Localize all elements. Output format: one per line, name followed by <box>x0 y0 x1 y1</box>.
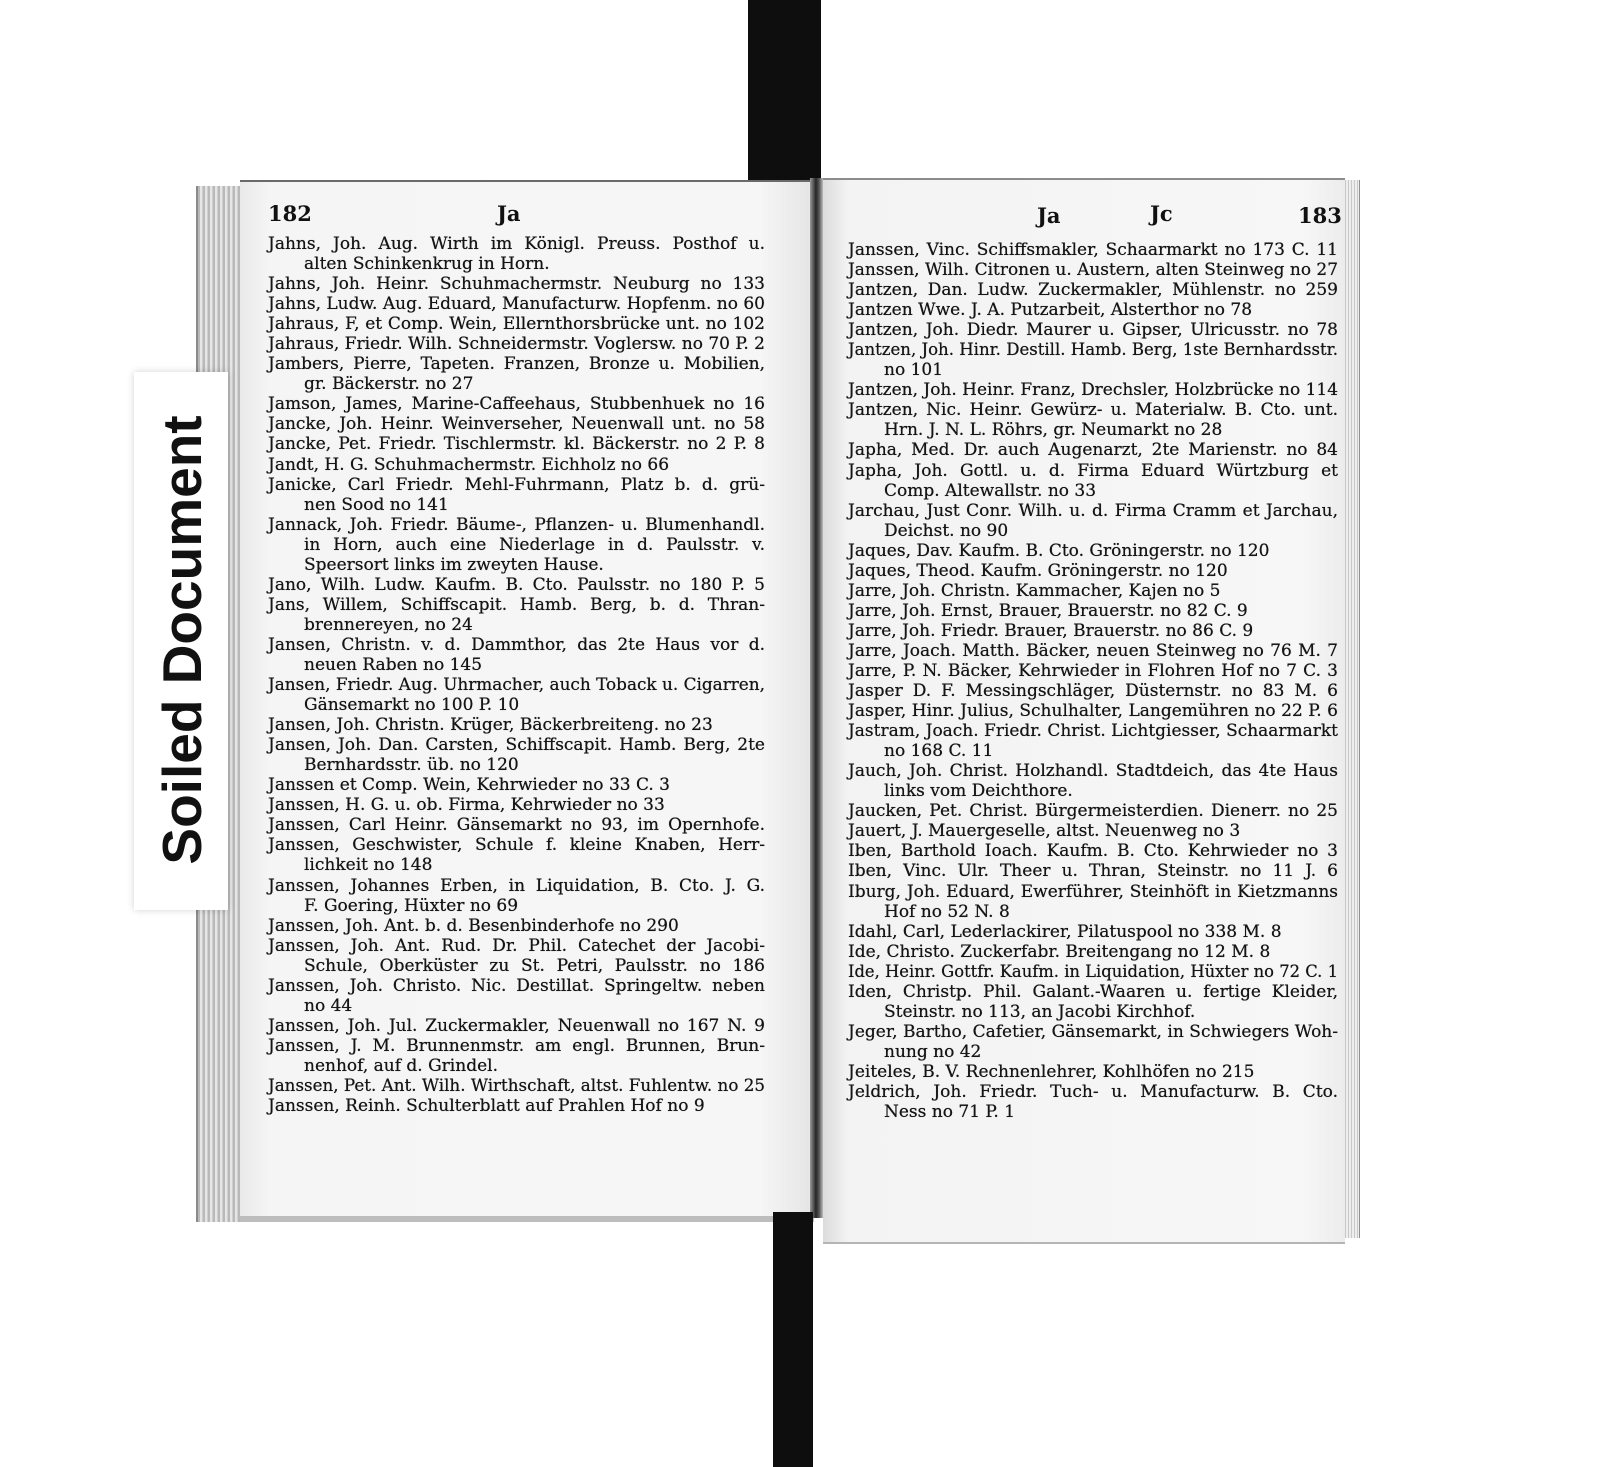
entry-continuation: lichkeit no 148 <box>304 855 433 876</box>
soiled-document-label: Soiled Document <box>151 415 213 865</box>
entry-line: Jarre, Joh. Friedr. Brauer, Brauerstr. no 86 C. 9 <box>848 620 1254 641</box>
entry-continuation: Gänsemarkt no 100 P. 10 <box>304 695 520 716</box>
entry-line: Janssen, Vinc. Schiffsmakler, Schaarmarkt no 173 C. 11 <box>848 240 1338 260</box>
entry-line: Jantzen, Nic. Heinr. Gewürz- u. Materialw. B. Cto. unt. <box>848 400 1338 421</box>
entry-continuation: Ness no 71 P. 1 <box>884 1102 1016 1123</box>
entry-continuation: nen Sood no 141 <box>304 494 449 515</box>
entry-line: Jauch, Joh. Christ. Holzhandl. Stadtdeich, das 4te Haus <box>848 761 1338 782</box>
entry-continuation: Comp. Altewallstr. no 33 <box>884 480 1097 501</box>
entry-continuation: neuen Raben no 145 <box>304 654 483 675</box>
entry-continuation: no 168 C. 11 <box>884 741 994 762</box>
entry-line: Iben, Barthold Ioach. Kaufm. B. Cto. Kehrwieder no 3 <box>848 841 1338 862</box>
binding-strip-top <box>748 0 821 184</box>
entry-line: Ide, Heinr. Gottfr. Kaufm. in Liquidation, Hüxter no 72 C. 1 <box>848 961 1338 982</box>
entry-line: Janssen, Geschwister, Schule f. kleine Knaben, Herr- <box>268 835 765 856</box>
page-stack-right <box>1345 180 1360 1238</box>
entry-line: Jantzen, Joh. Diedr. Maurer u. Gipser, Ulricusstr. no 78 <box>848 320 1338 341</box>
entry-line: Jansen, Joh. Christn. Krüger, Bäckerbreiteng. no 23 <box>268 715 713 736</box>
entry-line: Japha, Med. Dr. auch Augenarzt, 2te Marienstr. no 84 <box>848 440 1338 461</box>
entry-continuation: no 101 <box>884 360 944 381</box>
entry-line: Jahraus, F, et Comp. Wein, Ellernthorsbrücke unt. no 102 <box>268 314 765 335</box>
binding-strip-bottom <box>773 1212 813 1467</box>
entry-line: Janssen, Joh. Ant. b. d. Besenbinderhofe no 290 <box>268 915 679 936</box>
entry-line: Jantzen, Joh. Heinr. Franz, Drechsler, Holzbrücke no 114 <box>848 380 1338 401</box>
entry-line: Jantzen Wwe. J. A. Putzarbeit, Alsterthor no 78 <box>848 300 1253 321</box>
entry-line: Jasper D. F. Messingschläger, Düsternstr. no 83 M. 6 <box>848 681 1338 702</box>
left-page-text <box>268 234 765 1116</box>
entry-line: Jans, Willem, Schiffscapit. Hamb. Berg, b. d. Thran- <box>268 594 765 615</box>
entry-line: Iden, Christp. Phil. Galant.-Waaren u. fertige Kleider, <box>848 981 1338 1002</box>
entry-line: Jannack, Joh. Friedr. Bäume-, Pflanzen- u. Blumenhandl. <box>268 514 765 535</box>
entry-continuation: F. Goering, Hüxter no 69 <box>304 895 519 916</box>
entry-line: Jancke, Joh. Heinr. Weinverseher, Neuenwall unt. no 58 <box>268 414 765 435</box>
entry-continuation: no 44 <box>304 995 353 1016</box>
entry-line: Jaucken, Pet. Christ. Bürgermeisterdien. Dienerr. no 25 <box>848 801 1338 822</box>
entry-line: Ide, Christo. Zuckerfabr. Breitengang no 12 M. 8 <box>848 941 1271 962</box>
entry-line: Jansen, Joh. Dan. Carsten, Schiffscapit. Hamb. Berg, 2te <box>268 735 765 756</box>
entry-line: Jahns, Joh. Heinr. Schuhmachermstr. Neuburg no 133 <box>268 274 765 295</box>
entry-continuation: Hof no 52 N. 8 <box>884 901 1010 922</box>
entry-continuation: Schule, Oberküster zu St. Petri, Paulsstr. no 186 <box>304 955 765 976</box>
entry-line: Janssen, Pet. Ant. Wilh. Wirthschaft, altst. Fuhlentw. no 25 <box>268 1075 765 1096</box>
entry-line: Jastram, Joach. Friedr. Christ. Lichtgiesser, Schaarmarkt <box>848 721 1338 742</box>
entry-line: Jambers, Pierre, Tapeten. Franzen, Bronze u. Mobilien, <box>268 354 765 375</box>
entry-line: Iburg, Joh. Eduard, Ewerführer, Steinhöft in Kietzmanns <box>848 881 1338 902</box>
entry-line: Jansen, Christn. v. d. Dammthor, das 2te Haus vor d. <box>268 634 765 655</box>
entry-line: Jaques, Dav. Kaufm. B. Cto. Gröningerstr. no 120 <box>848 540 1270 561</box>
entry-line: Iben, Vinc. Ulr. Theer u. Thran, Steinstr. no 11 J. 6 <box>848 861 1338 882</box>
entry-line: Jarre, P. N. Bäcker, Kehrwieder in Flohren Hof no 7 C. 3 <box>848 660 1338 681</box>
entry-line: Jantzen, Dan. Ludw. Zuckermakler, Mühlenstr. no 259 <box>848 280 1338 301</box>
entry-line: Janssen, Carl Heinr. Gänsemarkt no 93, im Opernhofe. <box>268 815 765 836</box>
entry-continuation: Steinstr. no 113, an Jacobi Kirchhof. <box>884 1001 1196 1022</box>
entry-line: Jeiteles, B. V. Rechnenlehrer, Kohlhöfen no 215 <box>848 1061 1255 1082</box>
entry-continuation: Deichst. no 90 <box>884 520 1009 541</box>
entry-line: Jauert, J. Mauergeselle, altst. Neuenweg no 3 <box>848 821 1241 842</box>
entry-line: Jahns, Joh. Aug. Wirth im Königl. Preuss. Posthof u. <box>268 234 765 254</box>
entry-line: Jeldrich, Joh. Friedr. Tuch- u. Manufacturw. B. Cto. <box>848 1081 1338 1102</box>
entry-continuation: alten Schinkenkrug in Horn. <box>304 254 550 275</box>
entry-line: Jaques, Theod. Kaufm. Gröningerstr. no 120 <box>848 560 1228 581</box>
left-page-number: 182 <box>268 201 312 226</box>
entry-line: Janicke, Carl Friedr. Mehl-Fuhrmann, Platz b. d. grü- <box>268 474 765 495</box>
entry-continuation: Speersort links im zweyten Hause. <box>304 554 604 575</box>
entry-line: Japha, Joh. Gottl. u. d. Firma Eduard Würtzburg et <box>848 460 1338 481</box>
entry-continuation: in Horn, auch eine Niederlage in d. Paulsstr. v. <box>304 534 765 555</box>
entry-continuation: brennereyen, no 24 <box>304 614 473 635</box>
entry-line: Jarre, Joh. Christn. Kammacher, Kajen no 5 <box>848 580 1221 601</box>
entry-line: Janssen, Johannes Erben, in Liquidation, B. Cto. J. G. <box>268 875 765 896</box>
entry-line: Jasper, Hinr. Julius, Schulhalter, Langemühren no 22 P. 6 <box>848 701 1338 722</box>
right-running-head-left: Ja <box>1037 203 1061 228</box>
entry-continuation: gr. Bäckerstr. no 27 <box>304 374 474 395</box>
entry-line: Janssen, Joh. Ant. Rud. Dr. Phil. Catechet der Jacobi- <box>268 935 765 956</box>
entry-continuation: links vom Deichthore. <box>884 781 1073 802</box>
entry-line: Jancke, Pet. Friedr. Tischlermstr. kl. Bäckerstr. no 2 P. 8 <box>268 434 765 455</box>
entry-line: Janssen, Reinh. Schulterblatt auf Prahlen Hof no 9 <box>268 1096 705 1117</box>
entry-line: Jarre, Joach. Matth. Bäcker, neuen Steinweg no 76 M. 7 <box>848 640 1338 661</box>
entry-line: Jarchau, Just Conr. Wilh. u. d. Firma Cramm et Jarchau, <box>848 500 1338 521</box>
entry-line: Jahns, Ludw. Aug. Eduard, Manufacturw. Hopfenm. no 60 <box>268 294 765 315</box>
entry-line: Janssen, Joh. Christo. Nic. Destillat. Springeltw. neben <box>268 975 765 996</box>
entry-line: Jahraus, Friedr. Wilh. Schneidermstr. Voglersw. no 70 P. 2 <box>268 334 765 355</box>
entry-line: Idahl, Carl, Lederlackirer, Pilatuspool no 338 M. 8 <box>848 921 1282 942</box>
entry-line: Jansen, Friedr. Aug. Uhrmacher, auch Toback u. Cigarren, <box>268 675 765 696</box>
entry-line: Janssen, H. G. u. ob. Firma, Kehrwieder no 33 <box>268 795 665 816</box>
right-running-head-right: Jc <box>1150 201 1173 226</box>
entry-line: Jantzen, Joh. Hinr. Destill. Hamb. Berg, 1ste Bernhardsstr. <box>848 340 1338 361</box>
entry-line: Janssen, Joh. Jul. Zuckermakler, Neuenwall no 167 N. 9 <box>268 1015 765 1036</box>
book-gutter <box>810 178 823 1218</box>
entry-continuation: nenhof, auf d. Grindel. <box>304 1055 498 1076</box>
entry-continuation: Bernhardsstr. üb. no 120 <box>304 755 519 776</box>
entry-line: Jandt, H. G. Schuhmachermstr. Eichholz no 66 <box>268 454 670 475</box>
entry-line: Jano, Wilh. Ludw. Kaufm. B. Cto. Paulsstr. no 180 P. 5 <box>268 574 765 595</box>
entry-line: Jeger, Bartho, Cafetier, Gänsemarkt, in Schwiegers Woh- <box>848 1021 1338 1042</box>
left-running-head: Ja <box>497 201 521 226</box>
right-page-number: 183 <box>1298 203 1342 228</box>
entry-line: Jarre, Joh. Ernst, Brauer, Brauerstr. no 82 C. 9 <box>848 600 1248 621</box>
entry-continuation: nung no 42 <box>884 1041 982 1062</box>
entry-line: Janssen, J. M. Brunnenmstr. am engl. Brunnen, Brun- <box>268 1035 765 1056</box>
right-page-text <box>848 240 1338 1122</box>
entry-line: Janssen et Comp. Wein, Kehrwieder no 33 C. 3 <box>268 775 670 796</box>
entry-continuation: Hrn. J. N. L. Röhrs, gr. Neumarkt no 28 <box>884 420 1223 441</box>
entry-line: Jamson, James, Marine-Caffeehaus, Stubbenhuek no 16 <box>268 394 765 415</box>
entry-line: Janssen, Wilh. Citronen u. Austern, alten Steinweg no 27 <box>848 260 1338 281</box>
